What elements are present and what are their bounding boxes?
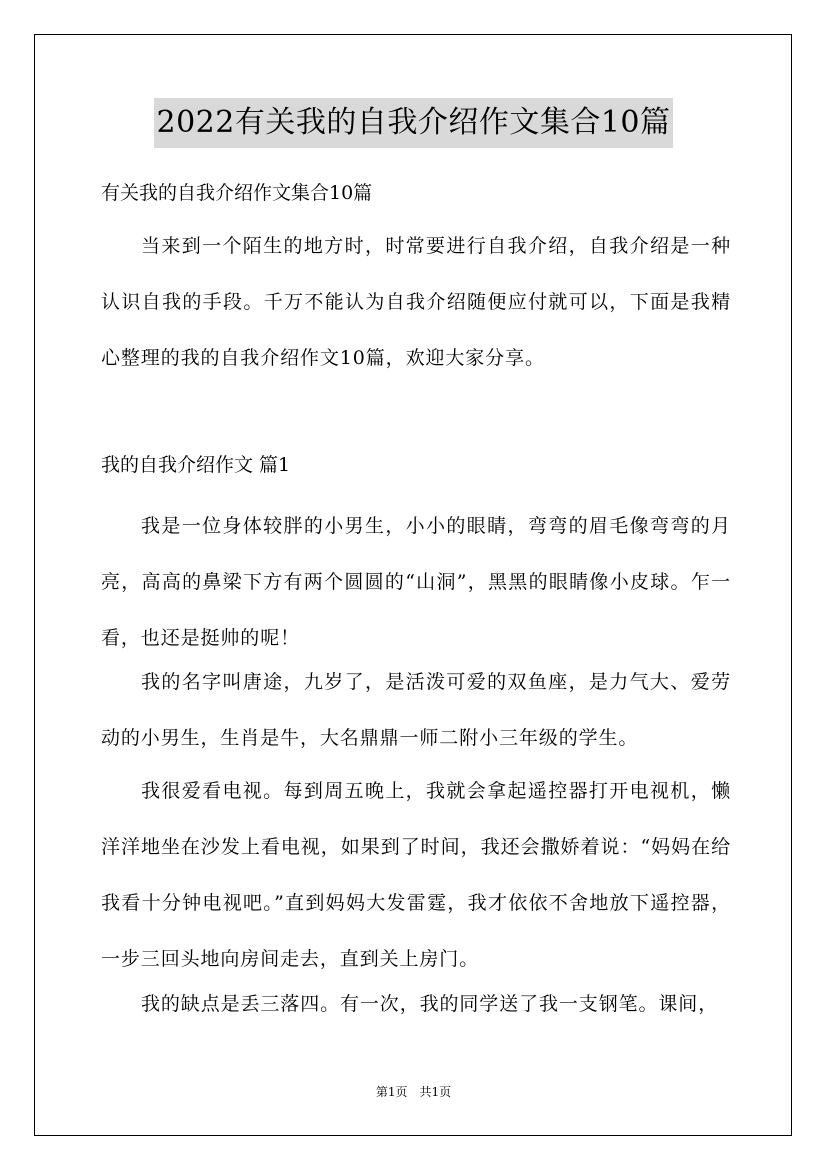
document-subtitle: 有关我的自我介绍作文集合10篇 [101,182,373,204]
section-heading: 我的自我介绍作文 篇1 [101,454,291,476]
document-title: 2022有关我的自我介绍作文集合10篇 [154,98,672,148]
intro-paragraph: 当来到一个陌生的地方时，时常要进行自我介绍，自我介绍是一种认识自我的手段。千万不能认为自我介绍随便应付就可以，下面是我精心整理的我的自我介绍作文10篇，欢迎大家分享。 [101,235,731,369]
body-paragraph-4: 我的缺点是丢三落四。有一次，我的同学送了我一支钢笔。课间， [141,993,719,1015]
page-total: 共1页 [419,1085,452,1099]
body-paragraph-2: 我的名字叫唐途，九岁了，是活泼可爱的双鱼座，是力气大、爱劳动的小男生，生肖是牛，大名鼎鼎一师二附小三年级的学生。 [101,671,731,749]
body-paragraph-1: 我是一位身体较胖的小男生，小小的眼睛，弯弯的眉毛像弯弯的月亮，高高的鼻梁下方有两个圆圆的“山洞”，黑黑的眼睛像小皮球。乍一看，也还是挺帅的呢！ [101,515,731,649]
page-footer [0,1084,827,1100]
body-paragraph-3: 我很爱看电视。每到周五晚上，我就会拿起遥控器打开电视机，懒洋洋地坐在沙发上看电视，如果到了时间，我还会撒娇着说：“妈妈在给我看十分钟电视吧。”直到妈妈大发雷霆，我才依依不舍地放下遥控器，一步三回头地向房间走去，直到关上房门。 [101,780,731,970]
page-number: 第1页 [375,1085,408,1099]
title-container [0,98,827,148]
